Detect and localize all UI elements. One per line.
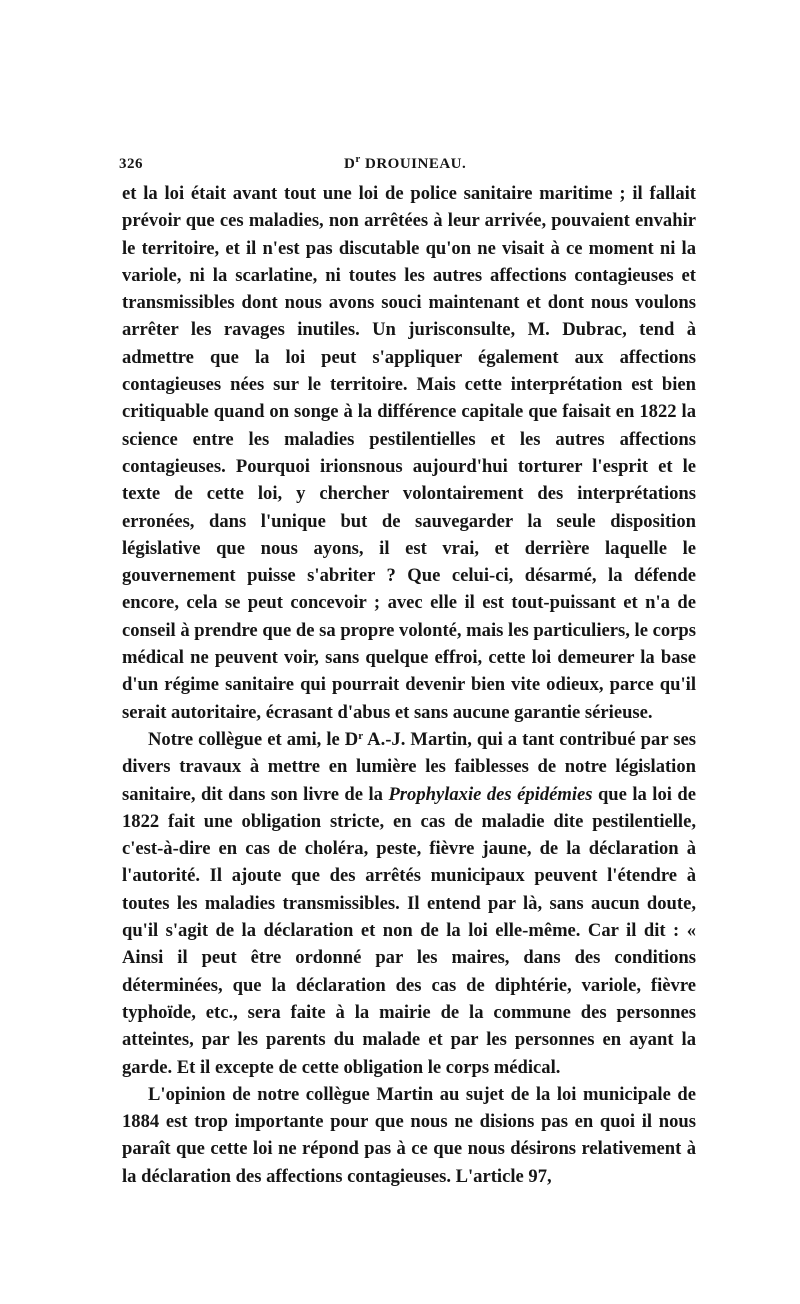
- author-prefix: D: [344, 156, 356, 172]
- paragraph-2: [122, 726, 696, 1081]
- author-sup: r: [355, 153, 361, 165]
- paragraph-2-part-3: que la loi de 1822 fait une obligation stricte, en cas de maladie dite pestilentielle, c'est-à-dire en cas de choléra, peste, fièvre jaune, de la déclaration à l'autorité. Il ajoute que des arrêtés municipaux peuvent l'étendre à toutes les maladies transmissibles. Il entend par là, sans aucun doute, qu'il s'agit de la déclaration et non de la loi elle-même. Car il dit : « Ainsi il peut être ordonné par les maires, dans des conditions déterminées, que la déclaration des cas de diphtérie, variole, fièvre typhoïde, etc., sera faite à la mairie de la commune des personnes atteintes, par les parents du malade et par les personnes en ayant la garde. Et il excepte de cette obligation le corps médical.: [122, 783, 696, 1078]
- running-head: [119, 150, 696, 180]
- doctor-sup: r: [358, 729, 364, 742]
- book-title: Prophylaxie des épidémies: [388, 783, 593, 805]
- paragraph-1: et la loi était avant tout une loi de police sanitaire maritime ; il fallait prévoir que ces maladies, non arrêtées à leur arrivée, pouvaient envahir le territoire, et il n'est pas discutable qu'on ne visait à ce moment ni la variole, ni la scarlatine, ni toutes les autres affections contagieuses et transmissibles dont nous avons souci maintenant et dont nous voulons arrêter les ravages inutiles. Un jurisconsulte, M. Dubrac, tend à admettre que la loi peut s'appliquer également aux affections contagieuses nées sur le territoire. Mais cette interprétation est bien critiquable quand on songe à la différence capitale que faisait en 1822 la science entre les maladies pestilentielles et les autres affections contagieuses. Pourquoi irionsnous aujourd'hui torturer l'esprit et le texte de cette loi, y chercher volontairement des interprétations erronées, dans l'unique but de sauvegarder la seule disposition législative que nous ayons, il est vrai, et derrière laquelle le gouvernement puisse s'abriter ? Que celui-ci, désarmé, la défende encore, cela se peut concevoir ; avec elle il est tout-puissant et n'a de conseil à prendre que de sa propre volonté, mais les particuliers, le corps médical ne peuvent voir, sans quelque effroi, cette loi demeurer la base d'un régime sanitaire qui pourrait devenir bien vite odieux, parce qu'il serait autoritaire, écrasant d'abus et sans aucune garantie sérieuse.: [122, 183, 696, 723]
- page-number: 326: [119, 156, 143, 172]
- body-text: [122, 180, 696, 1190]
- author-name: DROUINEAU.: [364, 156, 467, 172]
- paragraph-2-part-2: A.-J. Martin, qui a tant contribué par ses divers travaux à mettre en lumière les faiblesses de notre législation sanitaire, dit dans son livre de la: [122, 728, 697, 805]
- paragraph-2-part-1: Notre collègue et ami, le D: [148, 728, 359, 750]
- header-author: [344, 153, 467, 173]
- paragraph-3: L'opinion de notre collègue Martin au sujet de la loi municipale de 1884 est trop importante pour que nous ne disions pas en quoi il nous paraît que cette loi ne répond pas à ce que nous désirons relativement à la déclaration des affections contagieuses. L'article 97,: [122, 1083, 696, 1187]
- book-page: [119, 150, 697, 1190]
